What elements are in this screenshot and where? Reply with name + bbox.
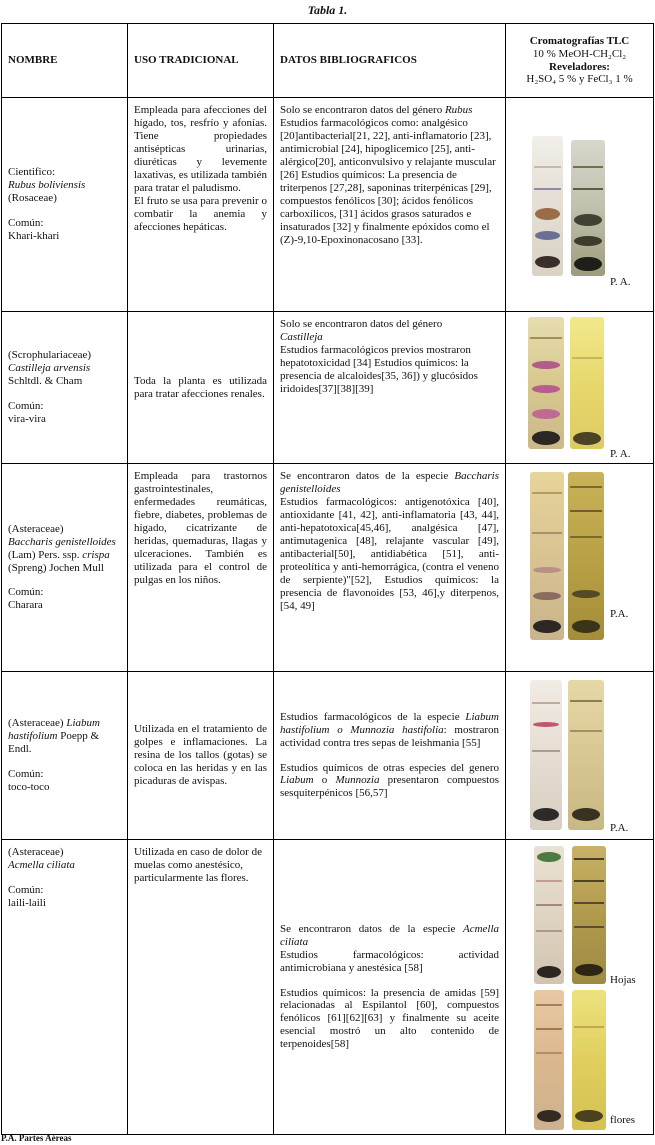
biblio2-rest: Estudios químicos: la presencia de amidas [59] relacionadas al Espilantol [60], compuestos fenólicos [61][62][63] y finalmente su aceite esencial mostró un alto contenido de terpenoides[58] (280, 986, 499, 1051)
biblio-pre: Solo se encontraron datos del género (280, 104, 443, 116)
biblio-rest: : mostraron actividad contra tres sepas de leishmania [55] (280, 723, 499, 749)
common-label: Común: (8, 767, 44, 780)
biblio-pre: Se encontraron datos de la especie (280, 922, 456, 935)
tlc-plate-hojas-right (572, 846, 606, 984)
biblio2-pre: Estudios químicos de otras especies del genero (280, 761, 499, 774)
tlc-plate-left (532, 136, 563, 276)
subspecies: crispa (82, 548, 110, 561)
tlc-plate-flores-right (572, 990, 606, 1130)
tlc-label: P.A. (610, 608, 629, 620)
biblio-pre: Estudios farmacológicos de la especie (280, 710, 460, 723)
table-row (2, 464, 654, 672)
use-text: Empleada para trastornos gastrointestinales, enfermedades reumáticas, fiebre, diabetes, problemas de hígado, cicatrizante de heridas, quemaduras, llagas y ulceraciones. También es utilizada para el control de pulgas en los niños. (134, 470, 267, 586)
plants-table (1, 23, 654, 1135)
biblio-pre: Se encontraron datos de la especie (280, 470, 449, 482)
biblio-rest: Estudios farmacológicos: actividad antimicrobiana y anestésica [58] (280, 948, 499, 974)
tlc-label: P.A. (610, 822, 629, 834)
tlc-plate-left (530, 680, 562, 830)
biblio-cell (274, 672, 506, 840)
common-label: Común: (8, 399, 44, 412)
footer-note: P.A. Partes Aéreas (1, 1133, 72, 1143)
authority-2: (Spreng) Jochen Mull (8, 561, 104, 574)
scientific-name: Castilleja arvensis (8, 362, 91, 375)
table-row (2, 98, 654, 312)
tlc-rev-title: Reveladores: (549, 60, 610, 73)
tlc-plate-flores-left (534, 990, 564, 1130)
biblio2-genus-2: Munnozia (335, 774, 380, 787)
scientific-name: Baccharis genistelloides (8, 535, 116, 548)
common-name: Charara (8, 599, 43, 612)
header-biblio: DATOS BIBLIOGRAFICOS (274, 24, 506, 98)
name-a: (Asteraceae) (8, 522, 64, 535)
use-cell (128, 672, 274, 840)
common-name: Khari-khari (8, 229, 60, 242)
tlc-cell (506, 840, 654, 1135)
tlc-plate-left (528, 317, 564, 449)
use-cell (128, 464, 274, 672)
biblio-cell (274, 98, 506, 312)
name-a: Cientifico: (8, 166, 56, 179)
use-cell (128, 312, 274, 464)
biblio-cell (274, 312, 506, 464)
name-a: (Asteraceae) (8, 846, 64, 858)
tlc-label: P. A. (610, 276, 631, 288)
name-a: (Scrophulariaceae) (8, 349, 92, 362)
scientific-name: Acmella ciliata (8, 858, 75, 871)
authority: Poepp & Endl. (8, 730, 100, 756)
use-text: Empleada para afecciones del hígado, tos, resfrío y afonías. Tiene propiedades antisépticas urinarias, diuréticas y levemente laxativas, es utilizada también para tratar el paludismo. (134, 104, 267, 194)
name-cell (2, 672, 128, 840)
name-cell (2, 840, 128, 1135)
tlc-cell (506, 312, 654, 464)
use-text: Utilizada en el tratamiento de golpes e inflamaciones. La resina de los tallos (gotas) se coloca en las heridas y en las picaduras de avispas. (134, 723, 267, 787)
biblio-rest: Estudios farmacológicos como: analgésico [20]antibacterial[21, 22], anti-inflamatorio [23], antimicrobial [24], hipoglicemico [25], anti-alérgico[20], anticonvulsivo y relajante muscular [26] Estudios químicos: La presencia de triterpenos [27,28], saponinas triterpénicas [29], compuestos fenólicos [30]; ácidos fenólicos carboxílicos, [31] ácidos grasos saturados e insaturados [32] y finalmente epóxidos como el (Z)-9,10-Epoxinonacosano [33]. (280, 116, 496, 246)
tlc-eluent: 10 % MeOH-CH₂Cl₂ (532, 47, 627, 60)
tlc-label-flores: flores (610, 1114, 636, 1126)
tlc-plate-hojas-left (534, 846, 564, 984)
name-a: (Asteraceae) (8, 717, 64, 730)
authority: Schltdl. & Cham (8, 375, 83, 388)
scientific-name: Rubus boliviensis (8, 179, 86, 192)
common-label: Común: (8, 586, 44, 599)
biblio-pre: Solo se encontraron datos del género (280, 318, 443, 330)
use-cell (128, 98, 274, 312)
tlc-cell (506, 464, 654, 672)
name-cell (2, 464, 128, 672)
use-text-2: El fruto se usa para prevenir o combatir la anemia y afecciones hepáticas. (134, 194, 267, 233)
biblio-cell (274, 464, 506, 672)
table-row (2, 840, 654, 1135)
tlc-rev: H₂SO₄ 5 % y FeCl₃ 1 % (526, 73, 633, 86)
biblio-genus: Liabum hastifolium o Munnozia hastifolia (280, 710, 499, 736)
biblio-genus: Baccharis genistelloides (280, 470, 500, 495)
name-cell (2, 98, 128, 312)
header-tlc (506, 24, 654, 98)
tlc-label-hojas: Hojas (610, 974, 636, 986)
scientific-name: Liabum hastifolium (8, 717, 100, 743)
common-name: vira-vira (8, 412, 46, 425)
table-row (2, 312, 654, 464)
tlc-plate-right (568, 472, 604, 640)
common-label: Común: (8, 883, 44, 896)
common-name: toco-toco (8, 780, 50, 793)
use-cell (128, 840, 274, 1135)
biblio2-genus-1: Liabum (280, 774, 314, 787)
authority: (Lam) Pers. ssp. (8, 548, 80, 561)
tlc-label: P. A. (610, 448, 631, 460)
tlc-plate-right (570, 317, 604, 449)
name-cell (2, 312, 128, 464)
biblio2-mid: o (321, 774, 328, 787)
family: (Rosaceae) (8, 192, 57, 205)
header-use: USO TRADICIONAL (128, 24, 274, 98)
use-text: Utilizada en caso de dolor de muelas como anestésico, particularmente las flores. (134, 846, 262, 884)
biblio2-rest: presentaron compuestos sesquiterpénicos [56,57] (280, 774, 499, 800)
biblio-rest: Estudios farmacológicos: antigenotóxica [40], antioxidante [41, 42], anti-inflamatoria [43, 44], anti-hepatotoxica[45,46], analgésica [47], antimutagenica [48], relajante vascular [49], antibacterial[50], antidiabética [51], anti-proteolítica y anti-hemorrágica, (contra el veneno de serpiente)"[52], Estudios químicos: la presencia de flavonoides [53, 46],y diterpenos, [54, 49] (280, 495, 499, 612)
table-caption: Tabla 1. (307, 3, 348, 17)
use-text: Toda la planta es utilizada para tratar afecciones renales. (134, 374, 267, 400)
biblio-genus: Castilleja (280, 330, 323, 343)
tlc-plate-left (530, 472, 564, 640)
table-row (2, 672, 654, 840)
biblio-cell (274, 840, 506, 1135)
common-label: Común: (8, 216, 44, 229)
biblio-genus: Acmella ciliata (280, 922, 500, 948)
tlc-plate-right (568, 680, 604, 830)
common-name: laili-laili (8, 896, 46, 909)
header-row (2, 24, 654, 98)
tlc-cell (506, 98, 654, 312)
tlc-plate-right (571, 140, 605, 276)
header-name: NOMBRE (2, 24, 128, 98)
biblio-rest: Estudios farmacológicos previos mostraron hepatotoxicidad [34] Estudios químicos: la presencia de alcaloides[35, 36]) y glucósidos iridoides[37][38][39] (280, 343, 478, 395)
biblio-genus: Rubus (444, 104, 473, 116)
tlc-title: Cromatografías TLC (529, 34, 630, 47)
tlc-cell (506, 672, 654, 840)
